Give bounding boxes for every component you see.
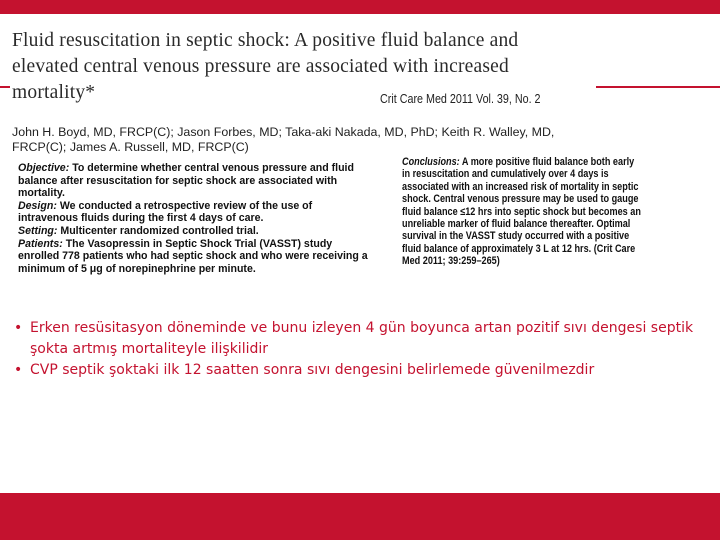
setting-label: Setting: bbox=[18, 224, 58, 237]
summary-bullet-list bbox=[14, 318, 704, 381]
paper-title: Fluid resuscitation in septic shock: A positive fluid balance and elevated central venous pressure are associated with increased mortality* bbox=[12, 30, 519, 103]
paper-abstract-clipping bbox=[10, 22, 641, 284]
journal-reference: Crit Care Med 2011 Vol. 39, No. 2 bbox=[380, 92, 541, 106]
bullet-item bbox=[14, 360, 704, 381]
abstract-left-column bbox=[18, 162, 370, 275]
setting-text: Multicenter randomized controlled trial. bbox=[60, 224, 259, 237]
conclusions-text: A more positive fluid balance both early in resuscitation and cumulatively over 4 days is associated with an increased risk of mortality in septic shock. Central venous pressure may be used to gauge fluid balance ≤12 hrs into septic shock but becomes an unreliable marker of fluid balance thereafter. Optimal survival in the VASST study occurred with a positive fluid balance of approximately 3 L at 12 hrs. (Crit Care Med 2011; 39:259–265) bbox=[402, 156, 641, 268]
objective-label: Objective: bbox=[18, 162, 70, 174]
bullet-dot-icon: • bbox=[14, 320, 23, 336]
patients-text: The Vasopressin in Septic Shock Trial (VASST) study enrolled 778 patients who had septic shock and who were receiving a minimum of 5 μg of norepinephrine per minute. bbox=[18, 237, 368, 275]
bullet-text: CVP septik şoktaki ilk 12 saatten sonra sıvı dengesini belirlemede güvenilmezdir bbox=[30, 362, 595, 378]
design-label: Design: bbox=[18, 199, 57, 212]
conclusions-label: Conclusions: bbox=[402, 156, 460, 168]
patients-label: Patients: bbox=[18, 237, 63, 250]
design-text: We conducted a retrospective review of the use of intravenous fluids during the first 4 days of care. bbox=[18, 199, 313, 225]
bullet-item bbox=[14, 318, 704, 360]
bottom-accent-band bbox=[0, 493, 720, 540]
bullet-dot-icon: • bbox=[14, 362, 23, 378]
paper-authors: John H. Boyd, MD, FRCP(C); Jason Forbes, MD; Taka-aki Nakada, MD, PhD; Keith R. Walley, MD, FRCP(C); James A. Russell, MD, FRCP(C) bbox=[12, 125, 555, 154]
objective-text: To determine whether central venous pressure and fluid balance after resuscitation for septic shock are associated with mortality. bbox=[18, 162, 354, 200]
abstract-conclusions-column bbox=[402, 156, 643, 268]
bullet-text: Erken resüsitasyon döneminde ve bunu izleyen 4 gün boyunca artan pozitif sıvı dengesi septik şokta artmış mortaliteyle ilişkilidir bbox=[30, 320, 694, 357]
top-accent-band bbox=[0, 0, 720, 14]
title-underline-right bbox=[596, 86, 720, 88]
